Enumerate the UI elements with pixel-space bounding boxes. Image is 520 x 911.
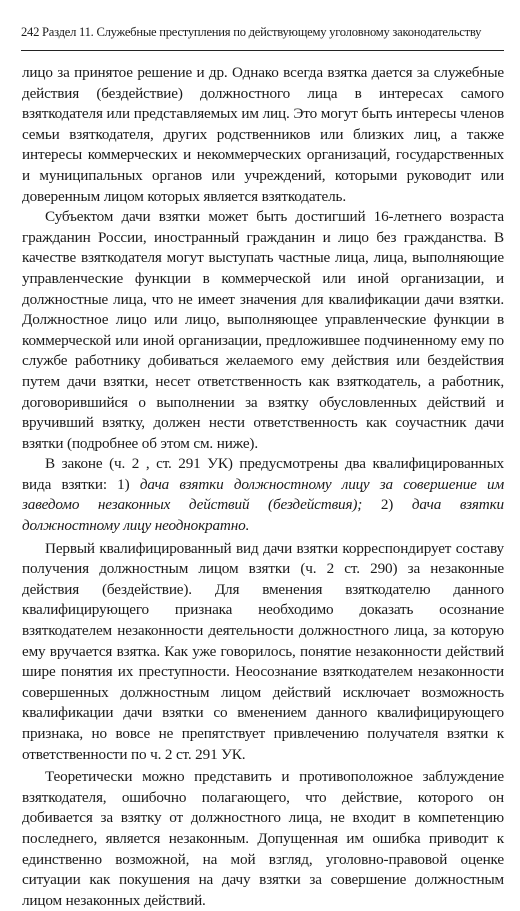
paragraph-3	[22, 454, 504, 536]
italic-qualifying-type-1: дача взятки должностному лицу за совершение им заведомо незаконных действий (бездействия);	[22, 475, 504, 514]
paragraph-text: В законе (ч. 2 , ст. 291 УК) предусмотрены два квалифицированных вида взятки: 1)	[22, 455, 504, 493]
paragraph-4	[22, 539, 504, 766]
running-head: 242 Раздел 11. Служебные преступления по действующему уголовному законодательству	[21, 25, 482, 39]
paragraph-text: Первый квалифицированный вид дачи взятки корреспондирует составу получения должностным лицом взятки (ч. 2 ст. 290) за незаконные действия (бездействие). Для вменения взяткодателю данного квалифицирующего признака необходимо доказать осознание взяткодателем незаконности деятельности должностного лица, за которую ему вручается взятка. Как уже говорилось, понятие незаконности действий шире понятия их преступности. Неосознание взяткодателем незаконности совершенных должностным лицом действий исключает возможность квалификации дачи взятки со вменением данного квалифицирующего признака, но вовсе не препятствует привлечению получателя взятки к ответственности по ч. 2 ст. 291 УК.	[22, 539, 504, 763]
paragraph-5	[22, 767, 504, 911]
paragraph-2	[22, 207, 504, 454]
italic-qualifying-type-2: дача взятки должностному лицу неоднократно.	[22, 496, 504, 535]
paragraph-text: Теоретически можно представить и противоположное заблуждение взяткодателя, ошибочно полагающего, что действие, которого он добивается за взятку от должностного лица, не входит в компетенцию последнего, является незаконным. Допущенная им ошибка приводит к единственно возможной, на мой взгляд, уголовно-правовой оценке ситуации как покушения на дачу взятки за совершение должностным лицом незаконных действий.	[22, 768, 504, 909]
body-text	[22, 63, 504, 911]
header-rule	[21, 50, 504, 51]
paragraph-text: 2)	[362, 496, 412, 514]
paragraph-1	[22, 63, 504, 207]
paragraph-text: лицо за принятое решение и др. Однако всегда взятка дается за служебные действия (бездействие) должностного лица в интересах самого взяткодателя или представляемых им лиц. Это могут быть интересы членов семьи взяткодателя, других родственников или близких лиц, а также интересы коммерческих и некоммерческих организаций, государственных и муниципальных органов или учреждений, которыми руководит или доверенным лицом которых является взяткодатель.	[22, 64, 504, 205]
paragraph-text: Субъектом дачи взятки может быть достигший 16-летнего возраста гражданин России, иностранный гражданин и лицо без гражданства. В качестве взяткодателя могут выступать частные лица, лица, выполняющие управленческие функции в коммерческой или иной организации, и должностные лица, что не имеет значения для квалификации дачи взятки. Должностное лицо или лицо, выполняющее управленческие функции в коммерческой или иной организации, предложившее подчиненному ему по службе работнику добиваться желаемого ему действия или бездействия путем дачи взятки, несет ответственность как взяткодатель, а работник, договорившийся о выполнении за взятку обусловленных действий и вручивший взятку, должен нести ответственность как соучастник дачи взятки (подробнее об этом см. ниже).	[22, 208, 504, 452]
